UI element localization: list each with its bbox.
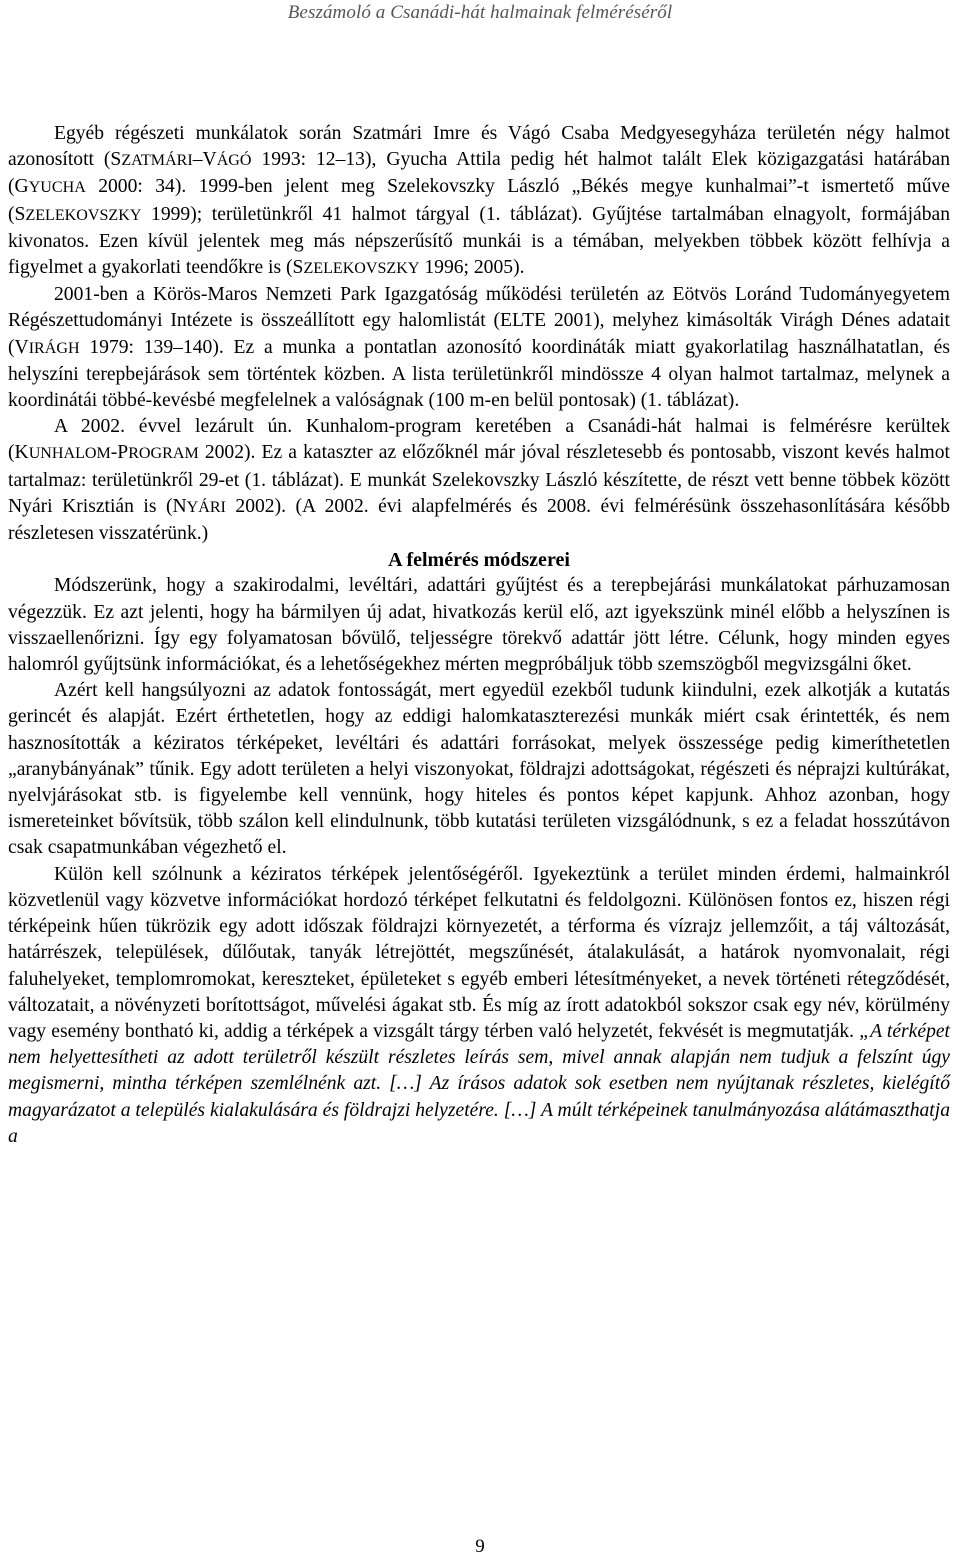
paragraph-3: A 2002. évvel lezárult ún. Kunhalom-program keretében a Csanádi-hát halmai is felmérésre kerültek (KUNHALOM-PROGRAM 2002). Ez a kataszter az előzőknél már jóval részletesebb és pontosabb, viszont kevés halmot tartalmaz: területünkről 29-et (1. táblázat). E munkát Szelekovszky László készítette, de részt vett benne többek között Nyári Krisztián is (NYÁRI 2002). (A 2002. évi alapfelmérés és 2008. évi felmérésünk összehasonlítására később részletesen visszatérünk.) xyxy=(8,416,950,545)
quotation: „A térképet nem helyettesítheti az adott területről készült részletes leírás sem, mivel annak alapján nem tudjuk a felszínt úgy megismerni, mintha térképen szemlélnénk azt. […] Az írásos adatok sok esetben nem nyújtanak részletes, kielégítő magyarázatot a település kialakulására és földrajzi helyzetére. […] A múlt térképeinek tanulmányozása alátámaszthatja a xyxy=(8,1020,951,1147)
paragraph-4: Módszerünk, hogy a szakirodalmi, levéltári, adattári gyűjtést és a terepbejárási munkálatokat párhuzamosan végezzük. Ez azt jelenti, hogy ha bármilyen új adat, hivatkozás kerül elő, azt igyekszünk minél előbb a helyszínen is visszaellenőrizni. Így egy folyamatosan bővülő, teljességre törekvő adattár jött létre. Célunk, hogy minden egyes halomról gyűjtsünk információkat, és a lehetőségekhez mérten megpróbáljuk több szemszögből megvizsgálni őket. xyxy=(8,575,950,676)
paragraph-6: Külön kell szólnunk a kéziratos térképek jelentőségéről. Igyekeztünk a terület minden érdemi, halmainkról közvetlenül vagy közvetve információkat hordozó térképet felkutatni és feldolgozni. Különösen fontos ez, hiszen régi térképeink hűen tükrözik egy adott időszak földrajzi környezetét, a térforma és vízrajz jellemzőit, a táj változását, határrészek, települések, dűlőutak, tanyák létrejöttét, megszűnését, átalakulását, a határok nyomvonalait, régi faluhelyeket, templomromokat, kereszteket, épületeket s egyéb emberi létesítményeket, a nevek történeti rétegződését, változatait, a növényzeti borítottságot, művelési ágakat stb. És míg az írott adatokból sokszor csak egy név, körülmény vagy esemény bontható ki, addig a térképek a vizsgált tárgy térben való helyzetét, fekvését is megmutatják. „A térképet nem helyettesítheti az adott területről készült részletes leírás sem, mivel annak alapján nem tudjuk a felszínt úgy megismerni, mintha térképen szemlélnénk azt. […] Az írásos adatok sok esetben nem nyújtanak részletes, kielégítő magyarázatot a település kialakulására és földrajzi helyzetére. […] A múlt térképeinek tanulmányozása alátámaszthatja a xyxy=(8,863,951,1147)
paragraph-2: 2001-ben a Körös-Maros Nemzeti Park Igazgatóság működési területén az Eötvös Loránd Tudományegyetem Régészettudományi Intézete is összeállított egy halomlistát (ELTE 2001), melyhez kimásolták Virágh Dénes adatait (VIRÁGH 1979: 139–140). Ez a munka a pontatlan azonosító koordináták miatt gyakorlatilag használhatatlan, és helyszíni terepbejárások sem történtek közben. A lista területünkről mindössze 4 olyan halmot tartalmaz, melynek a koordinátái többé-kevésbé megfelelnek a valóságnak (100 m-en belül pontosak) (1. táblázat). xyxy=(8,284,950,412)
paragraph-1: Egyéb régészeti munkálatok során Szatmári Imre és Vágó Csaba Medgyesegyháza területén négy halmot azonosított (SZATMÁRI–VÁGÓ 1993: 12–13), Gyucha Attila pedig hét halmot talált Elek közigazgatási határában (GYUCHA 2000: 34). 1999-ben jelent meg Szelekovszky László „Békés megye kunhalmai”-t ismertető műve (SZELEKOVSZKY 1999); területünkről 41 halmot tárgyal (1. táblázat). Gyűjtése tartalmában elnagyolt, formájában kivonatos. Ezen kívül jelentek meg más népszerűsítő munkái is a témában, melyekben többek között felhívja a figyelmet a gyakorlati teendőkre is (SZELEKOVSZKY 1996; 2005). xyxy=(8,123,950,279)
page-number: 9 xyxy=(475,1536,485,1557)
running-header: Beszámoló a Csanádi-hát halmainak felméréséről xyxy=(287,2,673,23)
page-body xyxy=(8,121,950,1150)
section-heading: A felmérés módszerei xyxy=(388,549,570,572)
paragraph-5: Azért kell hangsúlyozni az adatok fontosságát, mert egyedül ezekből tudunk kiindulni, ezek alkotják a kutatás gerincét és alapját. Ezért érthetetlen, hogy az eddigi halomkataszterezési munkák miért csak érintették, és nem hasznosították a kéziratos térképeket, levéltári és adattári forrásokat, melyek összessége pedig kimeríthetetlen „aranybányának” tűnik. Egy adott területen a helyi viszonyokat, földrajzi adottságokat, régészeti és néprajzi kultúrákat, nyelvjárásokat stb. is figyelembe kell vennünk, hogy hiteles és pontos képet kapjunk. Ahhoz azonban, hogy ismereteinket bővítsük, több szálon kell elindulnunk, több kutatási területen vizsgálódnunk, s ez a feladat hosszútávon csak csapatmunkában végezhető el. xyxy=(8,680,950,859)
